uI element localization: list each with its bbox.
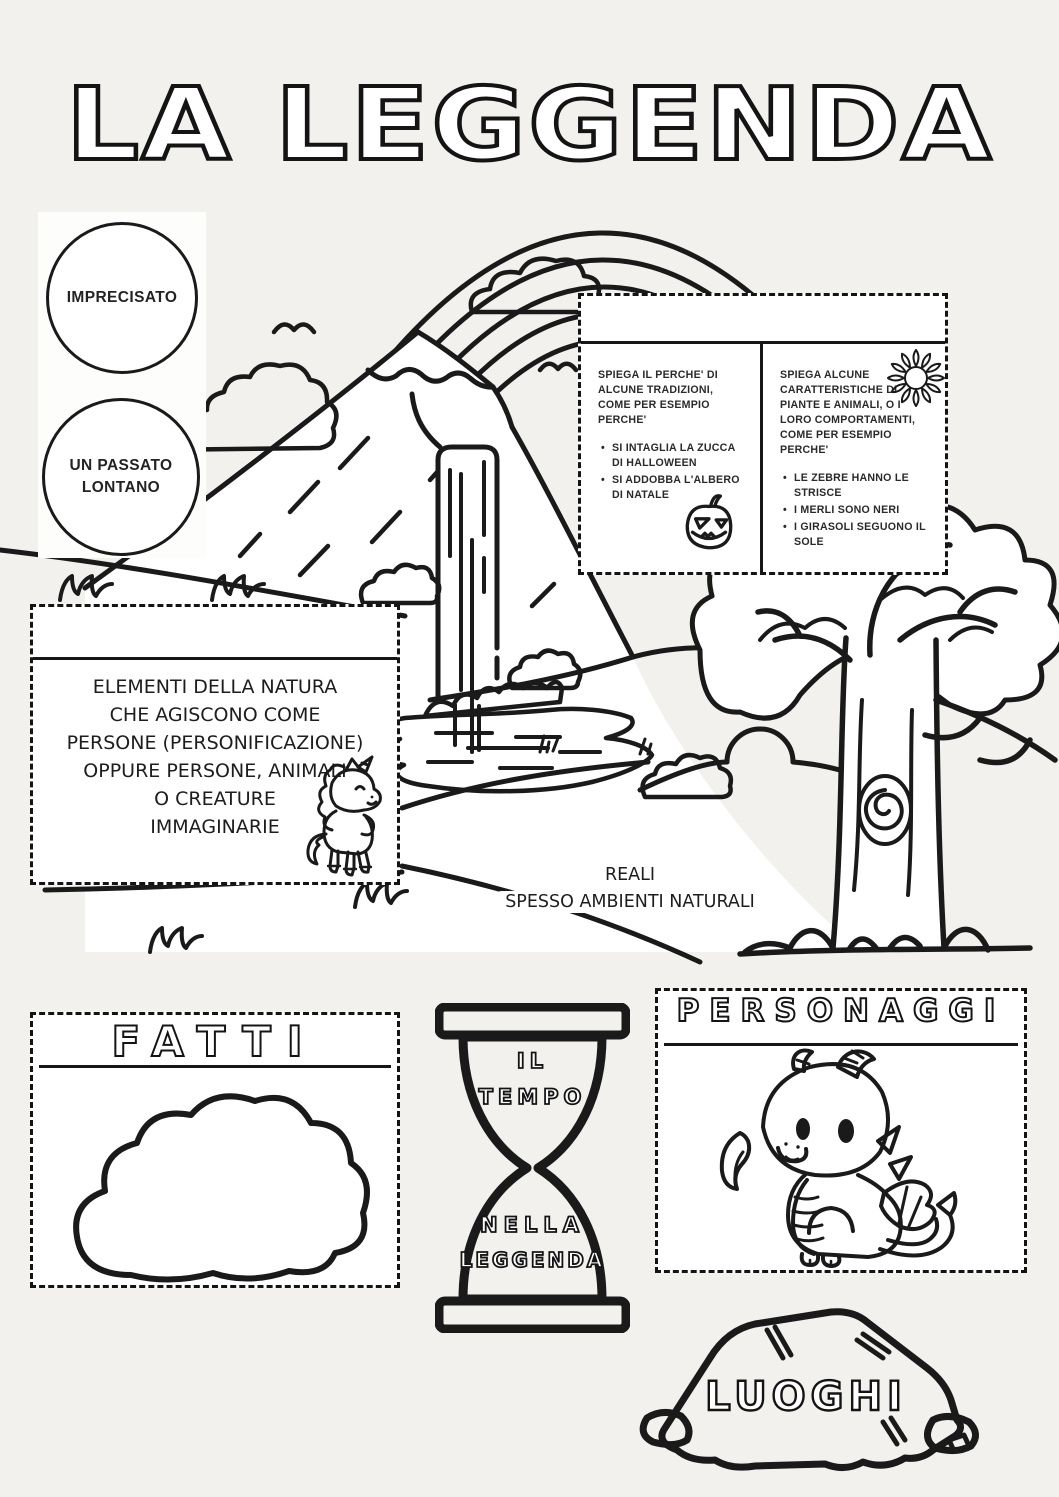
page-title: LA LEGGENDA — [65, 66, 994, 183]
nature-bullet: • I MERLI SONO NERI — [794, 503, 933, 518]
hourglass-text-nella: NELLA — [480, 1213, 585, 1237]
places-title: LUOGHI — [705, 1374, 907, 1420]
traditions-intro: SPIEGA IL PERCHE' DI ALCUNE TRADIZIONI, COME PER ESEMPIO PERCHE' — [598, 369, 718, 427]
time-panel — [38, 212, 206, 558]
traditions-bullet: • SI INTAGLIA LA ZUCCA DI HALLOWEEN — [612, 441, 748, 471]
time-circle-label: UN PASSATO LONTANO — [69, 456, 173, 496]
facts-box — [30, 1012, 400, 1288]
nature-elements-header — [33, 607, 397, 660]
nature-bullet: • LE ZEBRE HANNO LE STRISCE — [794, 471, 933, 501]
sun-icon — [727, 729, 793, 762]
time-circle-label: IMPRECISATO — [66, 288, 178, 306]
nature-list — [780, 471, 933, 550]
nature-column — [763, 344, 945, 575]
nature-elements-box — [30, 604, 400, 885]
pumpkin-icon — [677, 492, 741, 556]
nature-bullet: • I GIRASOLI SEGUONO IL SOLE — [794, 520, 933, 550]
traditions-bullet: • SI ADDOBBA L'ALBERO DI NATALE — [612, 473, 748, 503]
explanation-box-header — [581, 296, 945, 344]
places-note-line1: REALI — [593, 864, 667, 886]
hourglass-text-leggenda: LEGGENDA — [459, 1248, 606, 1272]
cloud-icon — [53, 1079, 383, 1284]
hourglass-text-tempo: TEMPO — [478, 1085, 587, 1109]
traditions-column — [581, 344, 763, 575]
hourglass-text-il: IL — [516, 1049, 549, 1073]
places-rock — [635, 1300, 995, 1482]
explanation-box — [578, 293, 948, 575]
facts-title: FATTI — [111, 1017, 319, 1066]
dragon-icon — [710, 1047, 970, 1269]
nature-elements-text: ELEMENTI DELLA NATURA CHE AGISCONO COME PERSONE (PERSONIFICAZIONE) OPPURE PERSONE, ANIMALI O CREATURE IMMAGINARIE — [66, 676, 364, 838]
characters-underline — [664, 1043, 1018, 1046]
unicorn-icon — [288, 755, 393, 880]
time-hourglass — [435, 1003, 630, 1333]
time-circle-imprecisato — [46, 222, 198, 374]
time-circle-passato — [42, 398, 200, 556]
places-note-line2: SPESSO AMBIENTI NATURALI — [493, 891, 767, 913]
characters-title: PERSONAGGI — [676, 993, 1006, 1029]
nature-intro: SPIEGA ALCUNE CARATTERISTICHE DI PIANTE E ANIMALI, O I LORO COMPORTAMENTI, COME PER ESEMPIO PERCHE' — [780, 369, 916, 457]
characters-box — [655, 988, 1027, 1273]
places-note — [415, 862, 845, 916]
sunflower-icon — [885, 348, 947, 408]
